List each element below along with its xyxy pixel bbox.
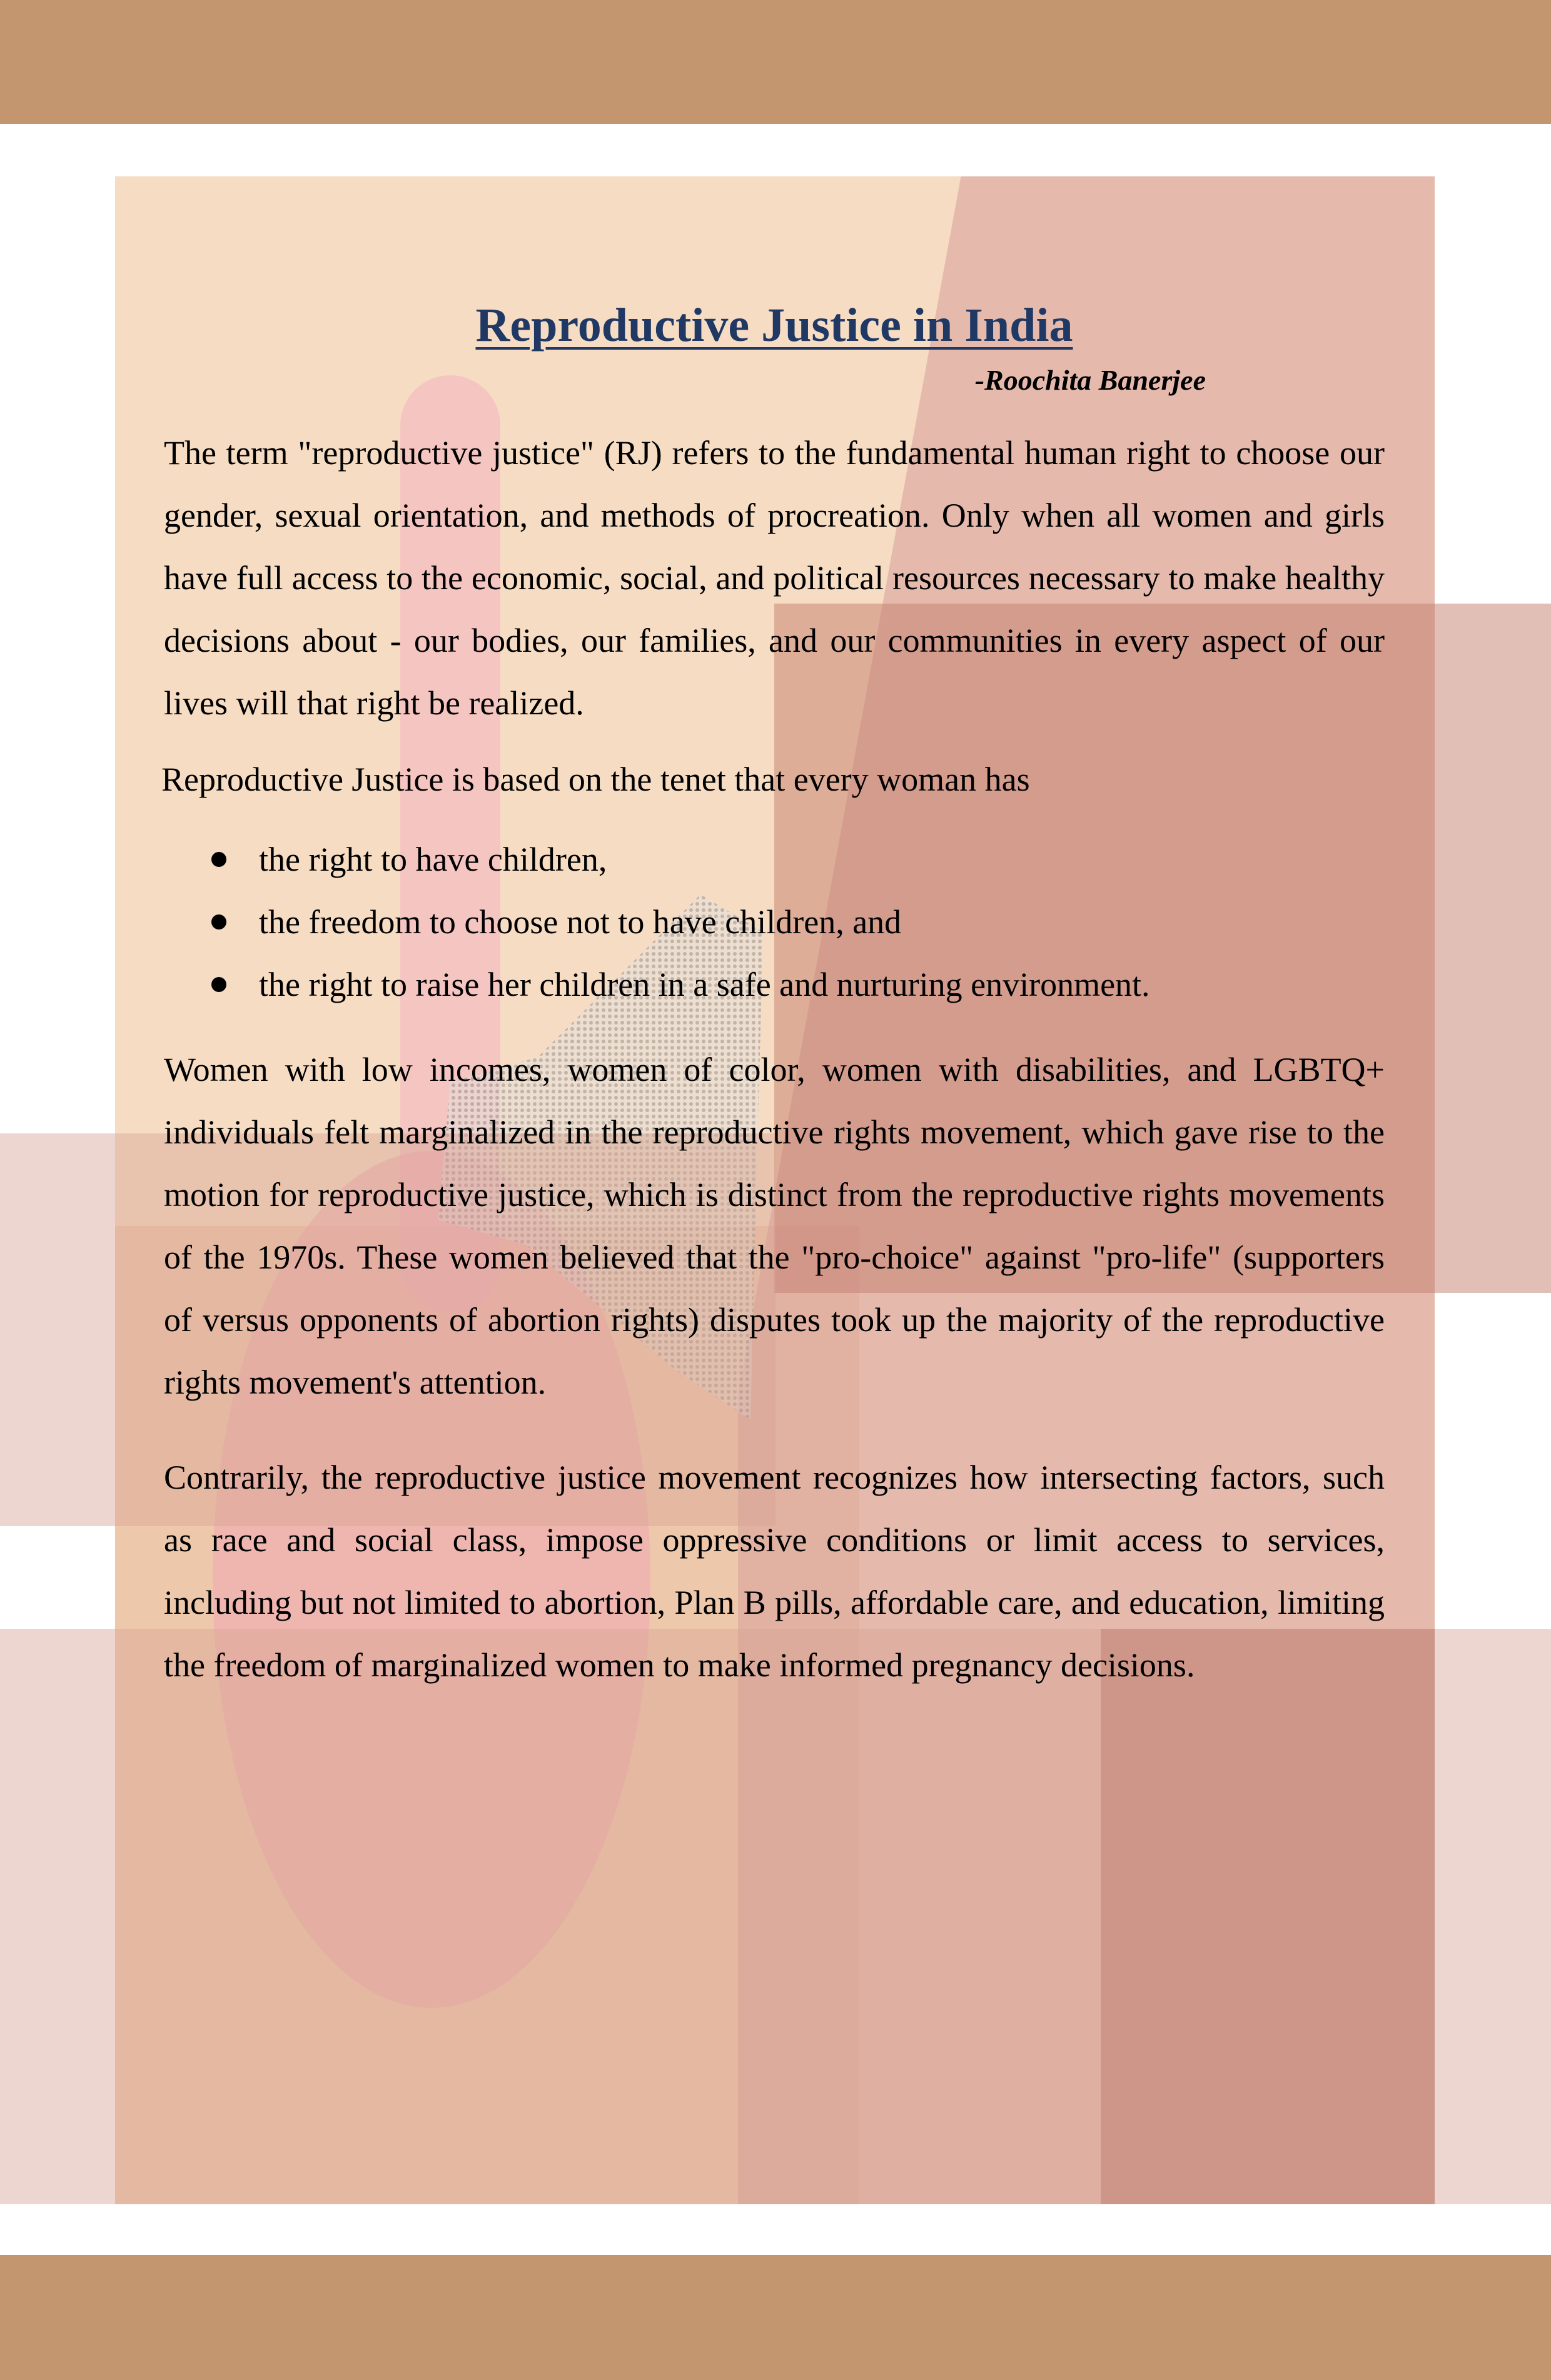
list-item-text: the right to have children,	[259, 841, 607, 878]
bottom-band	[0, 2255, 1551, 2380]
list-item	[211, 953, 1385, 1016]
paragraph-definition: The term "reproductive justice" (RJ) refers to the fundamental human right to choose our gender, sexual orientation, and methods of procreation. Only when all women and girls have full access to the economic, social, and political resources necessary to make healthy decisions about - our bodies, our families, and our communities in every aspect of our lives will that right be realized.	[164, 434, 1385, 722]
list-item-text: the freedom to choose not to have children, and	[259, 903, 902, 941]
list-item-text: the right to raise her children in a safe and nurturing environment.	[259, 966, 1150, 1003]
bullet-icon	[211, 852, 226, 867]
tenet-list	[211, 828, 1385, 1016]
background-right-column	[1101, 1629, 1435, 2204]
paragraph-tenet-intro: Reproductive Justice is based on the tenet that every woman has	[161, 761, 1030, 798]
article-author: -Roochita Banerjee	[974, 364, 1206, 396]
paragraph-movement-history: Women with low incomes, women of color, women with disabilities, and LGBTQ+ individuals felt marginalized in the reproductive rights movement, which gave rise to the motion for reproductive justice, which is distinct from the reproductive rights movements of the 1970s. These women believed that the "pro-choice" against "pro-life" (supporters of versus opponents of abortion rights) disputes took up the majority of the reproductive rights movement's attention.	[164, 1051, 1385, 1401]
list-item	[211, 891, 1385, 953]
list-item	[211, 828, 1385, 891]
article-title: Reproductive Justice in India	[475, 299, 1073, 352]
bullet-icon	[211, 977, 226, 992]
article	[161, 294, 1385, 1696]
bullet-icon	[211, 914, 226, 929]
paragraph-intersectionality: Contrarily, the reproductive justice movement recognizes how intersecting factors, such as race and social class, impose oppressive conditions or limit access to services, including but not limited to abortion, Plan B pills, affordable care, and education, limiting the freedom of marginalized women to make informed pregnancy decisions.	[164, 1459, 1385, 1684]
